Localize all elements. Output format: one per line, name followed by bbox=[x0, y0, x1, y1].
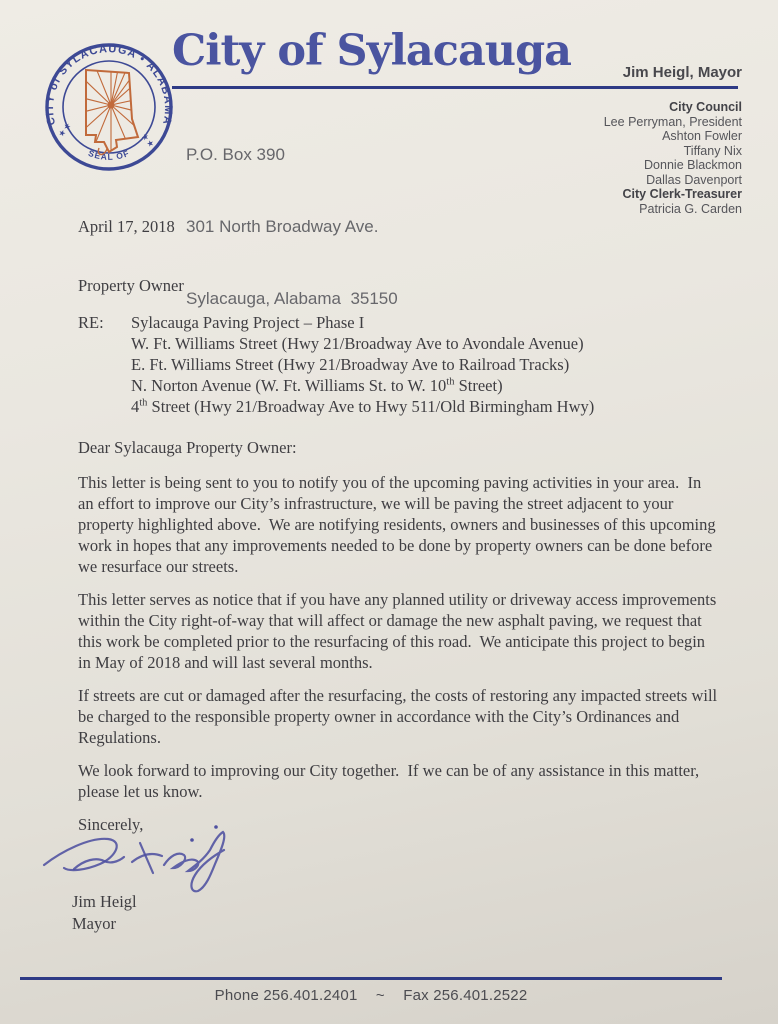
re-item-text: W. Ft. Williams Street (Hwy 21/Broadway Ave to Avondale Avenue) bbox=[131, 334, 584, 353]
signature-block bbox=[72, 835, 720, 955]
signer-name: Jim Heigl bbox=[72, 892, 137, 911]
body-paragraph: If streets are cut or damaged after the resurfacing, the costs of restoring any impacted streets will be charged to the responsible property owner in accordance with the City’s Ordinances and Regulations. bbox=[78, 686, 722, 747]
address-line: 301 North Broadway Ave. bbox=[186, 217, 379, 236]
seal-ring-text: CITY of SYLACAUGA • ALABAMA bbox=[43, 43, 175, 127]
council-heading: City Council bbox=[669, 100, 742, 114]
body-paragraph: This letter serves as notice that if you have any planned utility or driveway access improvements within the City right-of-way that will affect or damage the new asphalt paving, we request that this work be completed prior to the resurfacing of this road. We anticipate this project to begin in May of 2018 and will last several months. bbox=[78, 590, 721, 672]
re-label: RE: bbox=[78, 313, 104, 332]
re-item-text: 4 bbox=[131, 397, 140, 416]
salutation: Dear Sylacauga Property Owner: bbox=[78, 438, 297, 457]
recipient-line: Property Owner bbox=[78, 276, 184, 295]
re-item bbox=[131, 333, 594, 354]
footer-fax: Fax 256.401.2522 bbox=[403, 986, 528, 1004]
seal-stars-left: ★ ★ bbox=[58, 122, 73, 139]
closing-line: Sincerely, bbox=[78, 815, 144, 834]
body-paragraph: We look forward to improving our City together. If we can be of any assistance in this matter, please let us know. bbox=[78, 761, 704, 801]
signer-title: Mayor bbox=[72, 914, 116, 933]
council-member: Donnie Blackmon bbox=[644, 158, 742, 172]
letter-date: April 17, 2018 bbox=[78, 217, 175, 236]
address-line: Sylacauga, Alabama 35150 bbox=[186, 289, 398, 308]
re-item bbox=[131, 396, 594, 417]
re-item bbox=[131, 375, 594, 396]
re-item-text: N. Norton Avenue (W. Ft. Williams St. to W. 10 bbox=[131, 376, 447, 395]
council-member: Tiffany Nix bbox=[683, 143, 742, 158]
footer-phone: Phone 256.401.2401 bbox=[214, 986, 358, 1004]
clerk-heading: City Clerk-Treasurer bbox=[622, 187, 742, 201]
re-items bbox=[131, 312, 594, 417]
re-item-text: Sylacauga Paving Project – Phase I bbox=[131, 313, 365, 332]
re-item-sup: th bbox=[446, 376, 455, 388]
body-paragraph: This letter is being sent to you to notify you of the upcoming paving activities in your area. In an effort to improve our City’s infrastructure, we will be paving the street adjacent to your property highlighted above. We are notifying residents, owners and businesses of this upcoming work in hopes that any improvements needed to be done by property owners can be done before we resurface our streets. bbox=[78, 473, 720, 576]
re-block bbox=[78, 312, 720, 417]
mayor-name-line: Jim Heigl, Mayor bbox=[622, 64, 742, 81]
clerk-name: Patricia G. Carden bbox=[639, 201, 742, 216]
re-item-sup: th bbox=[139, 397, 148, 409]
re-item bbox=[131, 312, 594, 333]
re-item-text: Street) bbox=[454, 376, 503, 395]
seal-stars-right: ★ ★ bbox=[139, 132, 155, 149]
page-footer bbox=[0, 977, 742, 1004]
city-name-title: City of Sylacauga bbox=[172, 26, 571, 76]
seal-bottom-text: SEAL OF bbox=[86, 147, 132, 162]
re-item-text: Street (Hwy 21/Broadway Ave to Hwy 511/Old Birmingham Hwy) bbox=[147, 397, 595, 416]
footer-contact-line bbox=[0, 987, 742, 1004]
council-member: Lee Perryman, President bbox=[603, 114, 742, 129]
re-item bbox=[131, 354, 594, 375]
council-member: Dallas Davenport bbox=[646, 172, 742, 187]
footer-separator: ~ bbox=[375, 986, 385, 1004]
re-item-text: E. Ft. Williams Street (Hwy 21/Broadway Ave to Railroad Tracks) bbox=[131, 355, 570, 374]
council-member: Ashton Fowler bbox=[662, 129, 742, 143]
address-line: P.O. Box 390 bbox=[186, 145, 285, 164]
footer-rule bbox=[20, 977, 722, 980]
